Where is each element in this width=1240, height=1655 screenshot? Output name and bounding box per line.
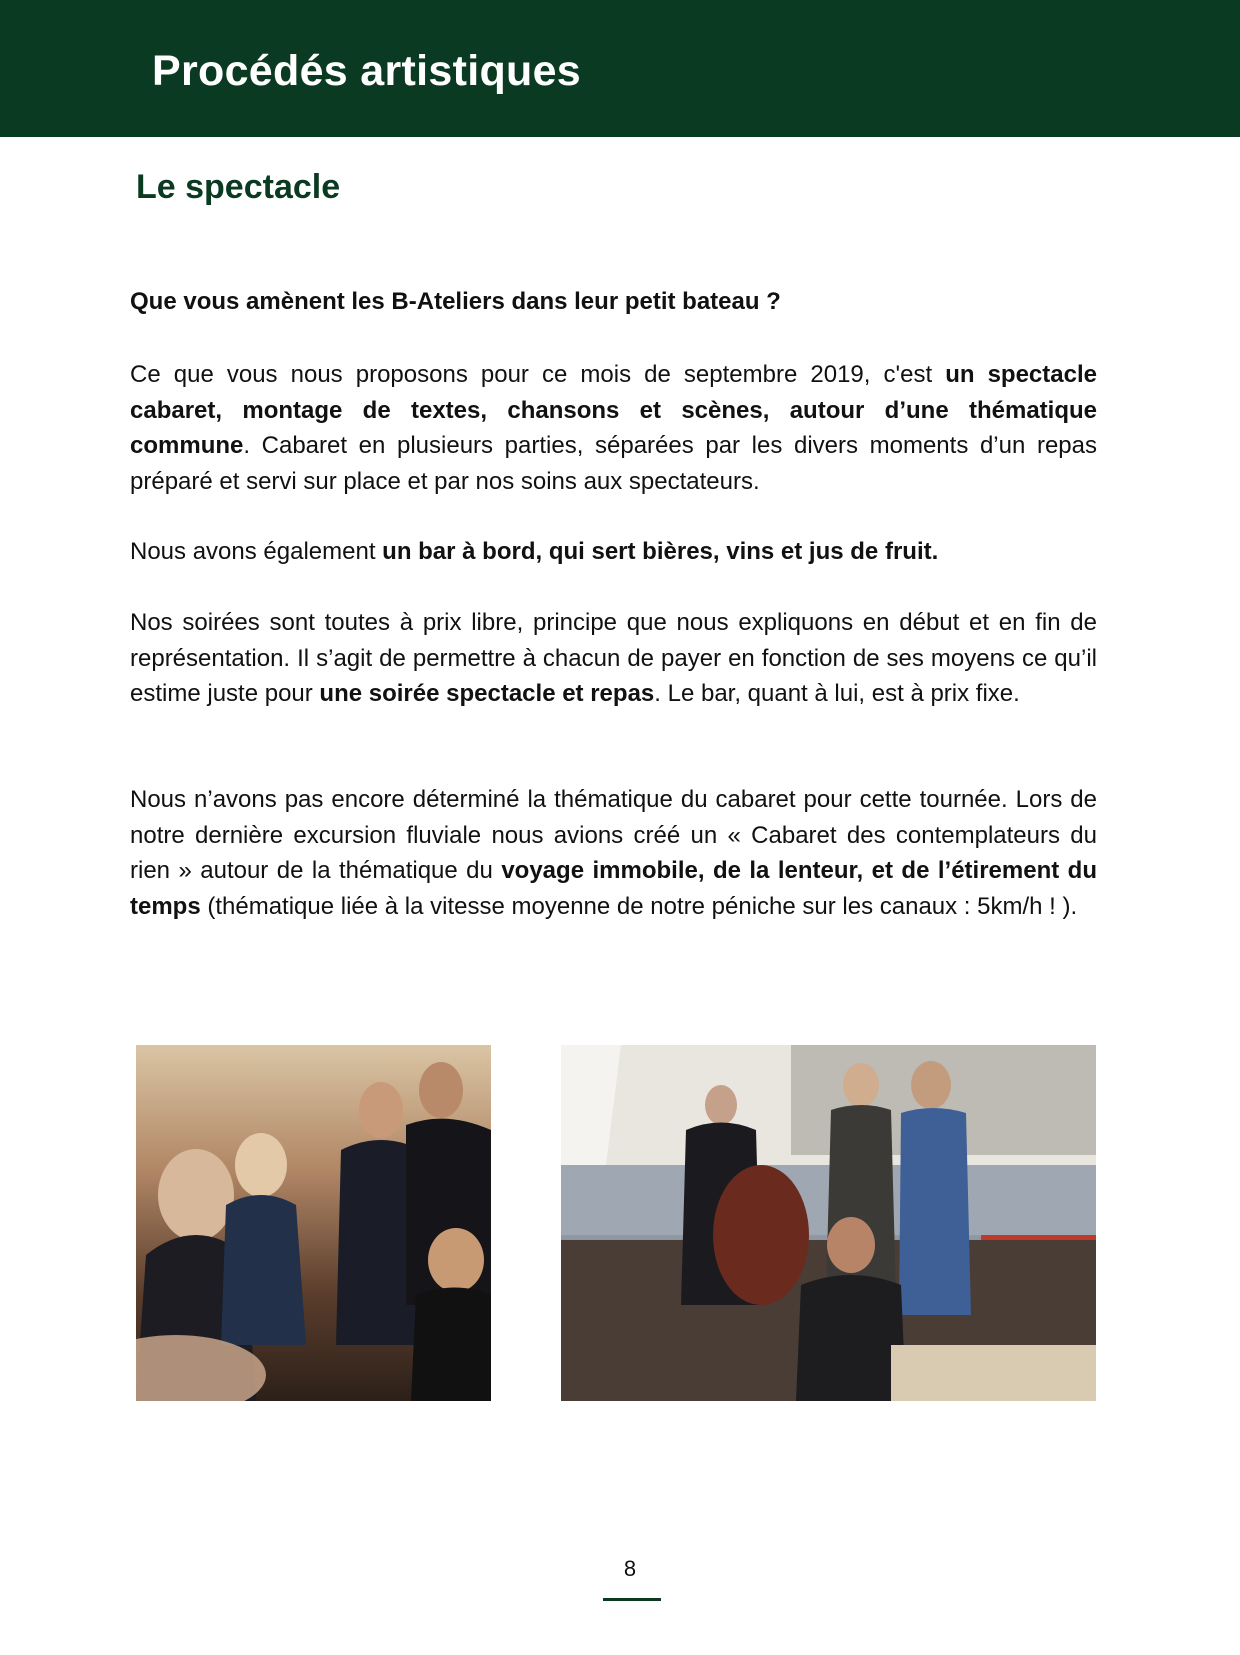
paragraph-4-bold: voyage immobile, de la lenteur, et de l’étirement du temps <box>130 857 1097 920</box>
musicians-photo-illustration <box>561 1045 1096 1401</box>
page-number: 8 <box>623 1556 637 1581</box>
paragraph-1-text-b: . Cabaret en plusieurs parties, séparées par les divers moments d’un repas préparé et servi sur place et par nos soins aux spectateurs. <box>130 432 1097 495</box>
header-band <box>0 0 1240 137</box>
paragraph-1 <box>130 357 1097 499</box>
paragraph-4-text-a: Nous n’avons pas encore déterminé la thématique du cabaret pour cette tournée. Lors de notre dernière excursion fluviale nous avions créé un « Cabaret des contemplateurs du rien » autour de la thématique du <box>130 786 1097 884</box>
paragraph-4 <box>130 782 1097 924</box>
paragraph-2-text-a: Nous avons également <box>130 538 383 565</box>
paragraph-2 <box>130 534 1097 570</box>
paragraph-3-text-a: Nos soirées sont toutes à prix libre, principe que nous expliquons en début et en fin de représentation. Il s’agit de permettre à chacun de payer en fonction de ses moyens ce qu’il estime juste pour <box>130 609 1097 707</box>
paragraph-1-text-a: Ce que vous nous proposons pour ce mois de septembre 2019, c'est <box>130 361 946 388</box>
musicians-photo <box>561 1045 1096 1401</box>
page-title: Procédés artistiques <box>152 47 582 95</box>
paragraph-3 <box>130 605 1097 712</box>
page-number-underline <box>603 1598 661 1601</box>
paragraph-3-bold: une soirée spectacle et repas <box>319 680 655 707</box>
question-heading: Que vous amènent les B-Ateliers dans leur petit bateau ? <box>130 288 781 315</box>
paragraph-2-bold: un bar à bord, qui sert bières, vins et jus de fruit. <box>382 538 939 565</box>
group-photo <box>136 1045 491 1401</box>
paragraph-4-text-b: (thématique liée à la vitesse moyenne de notre péniche sur les canaux : 5km/h ! ). <box>200 892 1078 920</box>
paragraph-3-text-b: . Le bar, quant à lui, est à prix fixe. <box>654 680 1020 707</box>
section-title: Le spectacle <box>136 168 341 206</box>
group-photo-illustration <box>136 1045 491 1401</box>
paragraph-1-bold: un spectacle cabaret, montage de textes, chansons et scènes, autour d’une thématique commune <box>130 361 1097 459</box>
